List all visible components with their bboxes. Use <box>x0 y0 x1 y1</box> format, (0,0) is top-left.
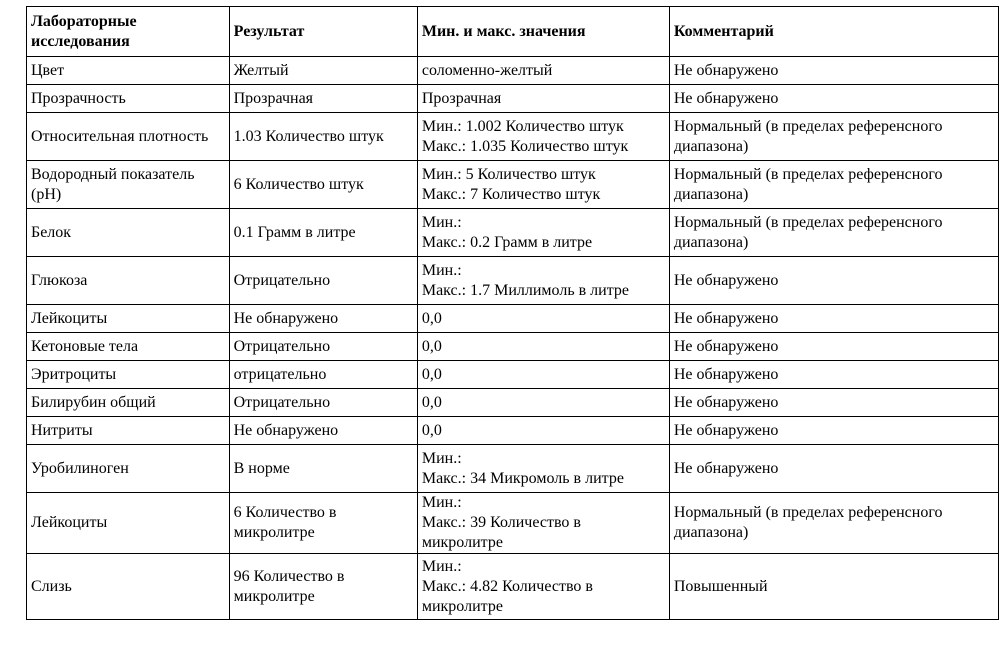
range-line: Мин.: <box>421 557 462 575</box>
comment-text: Не обнаружено <box>669 361 998 389</box>
range-line: Мин.: <box>421 213 462 231</box>
result-value: Отрицательно <box>229 389 417 417</box>
header-lab-test: Лабораторные исследования <box>27 7 230 57</box>
reference-range <box>417 333 669 361</box>
lab-test-name: Кетоновые тела <box>27 333 230 361</box>
range-line: Макс.: 1.7 Миллимоль в литре <box>421 281 629 299</box>
range-line: Прозрачная <box>421 89 502 107</box>
lab-test-name: Эритроциты <box>27 361 230 389</box>
comment-text: Не обнаружено <box>669 333 998 361</box>
range-line: Макс.: 0.2 Грамм в литре <box>421 233 593 251</box>
lab-test-name: Прозрачность <box>27 85 230 113</box>
table-row <box>27 417 999 445</box>
table-row <box>27 333 999 361</box>
table-row <box>27 389 999 417</box>
range-line: Макс.: 4.82 Количество в микролитре <box>421 577 593 615</box>
result-value: Не обнаружено <box>229 305 417 333</box>
reference-range <box>417 554 669 620</box>
lab-test-name: Белок <box>27 209 230 257</box>
lab-test-name: Уробилиноген <box>27 445 230 493</box>
range-line: 0,0 <box>421 337 442 355</box>
lab-test-name: Слизь <box>27 554 230 620</box>
lab-test-name: Лейкоциты <box>27 493 230 554</box>
result-value: Не обнаружено <box>229 417 417 445</box>
range-line: 0,0 <box>421 309 442 327</box>
reference-range <box>417 493 669 554</box>
result-value: 1.03 Количество штук <box>229 113 417 161</box>
table-row <box>27 161 999 209</box>
range-line: Макс.: 34 Микромоль в литре <box>421 469 624 487</box>
header-result: Результат <box>229 7 417 57</box>
result-value: Желтый <box>229 57 417 85</box>
range-line: 0,0 <box>421 421 442 439</box>
lab-test-name: Нитриты <box>27 417 230 445</box>
result-value: В норме <box>229 445 417 493</box>
comment-text: Нормальный (в пределах референсного диапазона) <box>669 161 998 209</box>
header-range: Мин. и макс. значения <box>417 7 669 57</box>
lab-test-name: Относительная плотность <box>27 113 230 161</box>
comment-text: Нормальный (в пределах референсного диапазона) <box>669 113 998 161</box>
table-row <box>27 57 999 85</box>
result-value: Отрицательно <box>229 257 417 305</box>
comment-text: Повышенный <box>669 554 998 620</box>
table-row <box>27 554 999 620</box>
range-line: Мин.: <box>421 261 462 279</box>
range-line: соломенно-желтый <box>421 61 553 79</box>
result-value: 0.1 Грамм в литре <box>229 209 417 257</box>
result-value: отрицательно <box>229 361 417 389</box>
lab-results-table <box>26 6 999 620</box>
comment-text: Нормальный (в пределах референсного диапазона) <box>669 493 998 554</box>
reference-range <box>417 305 669 333</box>
result-value: Отрицательно <box>229 333 417 361</box>
lab-test-name: Глюкоза <box>27 257 230 305</box>
reference-range <box>417 209 669 257</box>
lab-test-name: Билирубин общий <box>27 389 230 417</box>
comment-text: Не обнаружено <box>669 417 998 445</box>
range-line: 0,0 <box>421 393 442 411</box>
table-body <box>27 57 999 620</box>
range-line: Макс.: 7 Количество штук <box>421 185 601 203</box>
comment-text: Не обнаружено <box>669 389 998 417</box>
lab-test-name: Водородный показатель (pH) <box>27 161 230 209</box>
lab-test-name: Лейкоциты <box>27 305 230 333</box>
result-value: 6 Количество в микролитре <box>229 493 417 554</box>
table-row <box>27 257 999 305</box>
table-row <box>27 85 999 113</box>
comment-text: Не обнаружено <box>669 257 998 305</box>
table-row <box>27 493 999 554</box>
reference-range <box>417 161 669 209</box>
table-row <box>27 209 999 257</box>
range-line: 0,0 <box>421 365 442 383</box>
reference-range <box>417 85 669 113</box>
range-line: Макс.: 1.035 Количество штук <box>421 137 629 155</box>
table-row <box>27 305 999 333</box>
comment-text: Не обнаружено <box>669 57 998 85</box>
table-row <box>27 113 999 161</box>
range-line: Мин.: <box>421 494 462 511</box>
range-line: Мин.: <box>421 449 462 467</box>
comment-text: Не обнаружено <box>669 445 998 493</box>
range-line: Мин.: 1.002 Количество штук <box>421 117 624 135</box>
reference-range <box>417 113 669 161</box>
range-line: Мин.: 5 Количество штук <box>421 165 596 183</box>
reference-range <box>417 445 669 493</box>
comment-text: Нормальный (в пределах референсного диапазона) <box>669 209 998 257</box>
table-row <box>27 361 999 389</box>
result-value: Прозрачная <box>229 85 417 113</box>
table-header-row <box>27 7 999 57</box>
range-line: Макс.: 39 Количество в микролитре <box>421 514 581 551</box>
reference-range <box>417 361 669 389</box>
table-row <box>27 445 999 493</box>
lab-test-name: Цвет <box>27 57 230 85</box>
reference-range <box>417 389 669 417</box>
result-value: 6 Количество штук <box>229 161 417 209</box>
header-comment: Комментарий <box>669 7 998 57</box>
result-value: 96 Количество в микролитре <box>229 554 417 620</box>
comment-text: Не обнаружено <box>669 305 998 333</box>
reference-range <box>417 417 669 445</box>
reference-range <box>417 57 669 85</box>
reference-range <box>417 257 669 305</box>
comment-text: Не обнаружено <box>669 85 998 113</box>
